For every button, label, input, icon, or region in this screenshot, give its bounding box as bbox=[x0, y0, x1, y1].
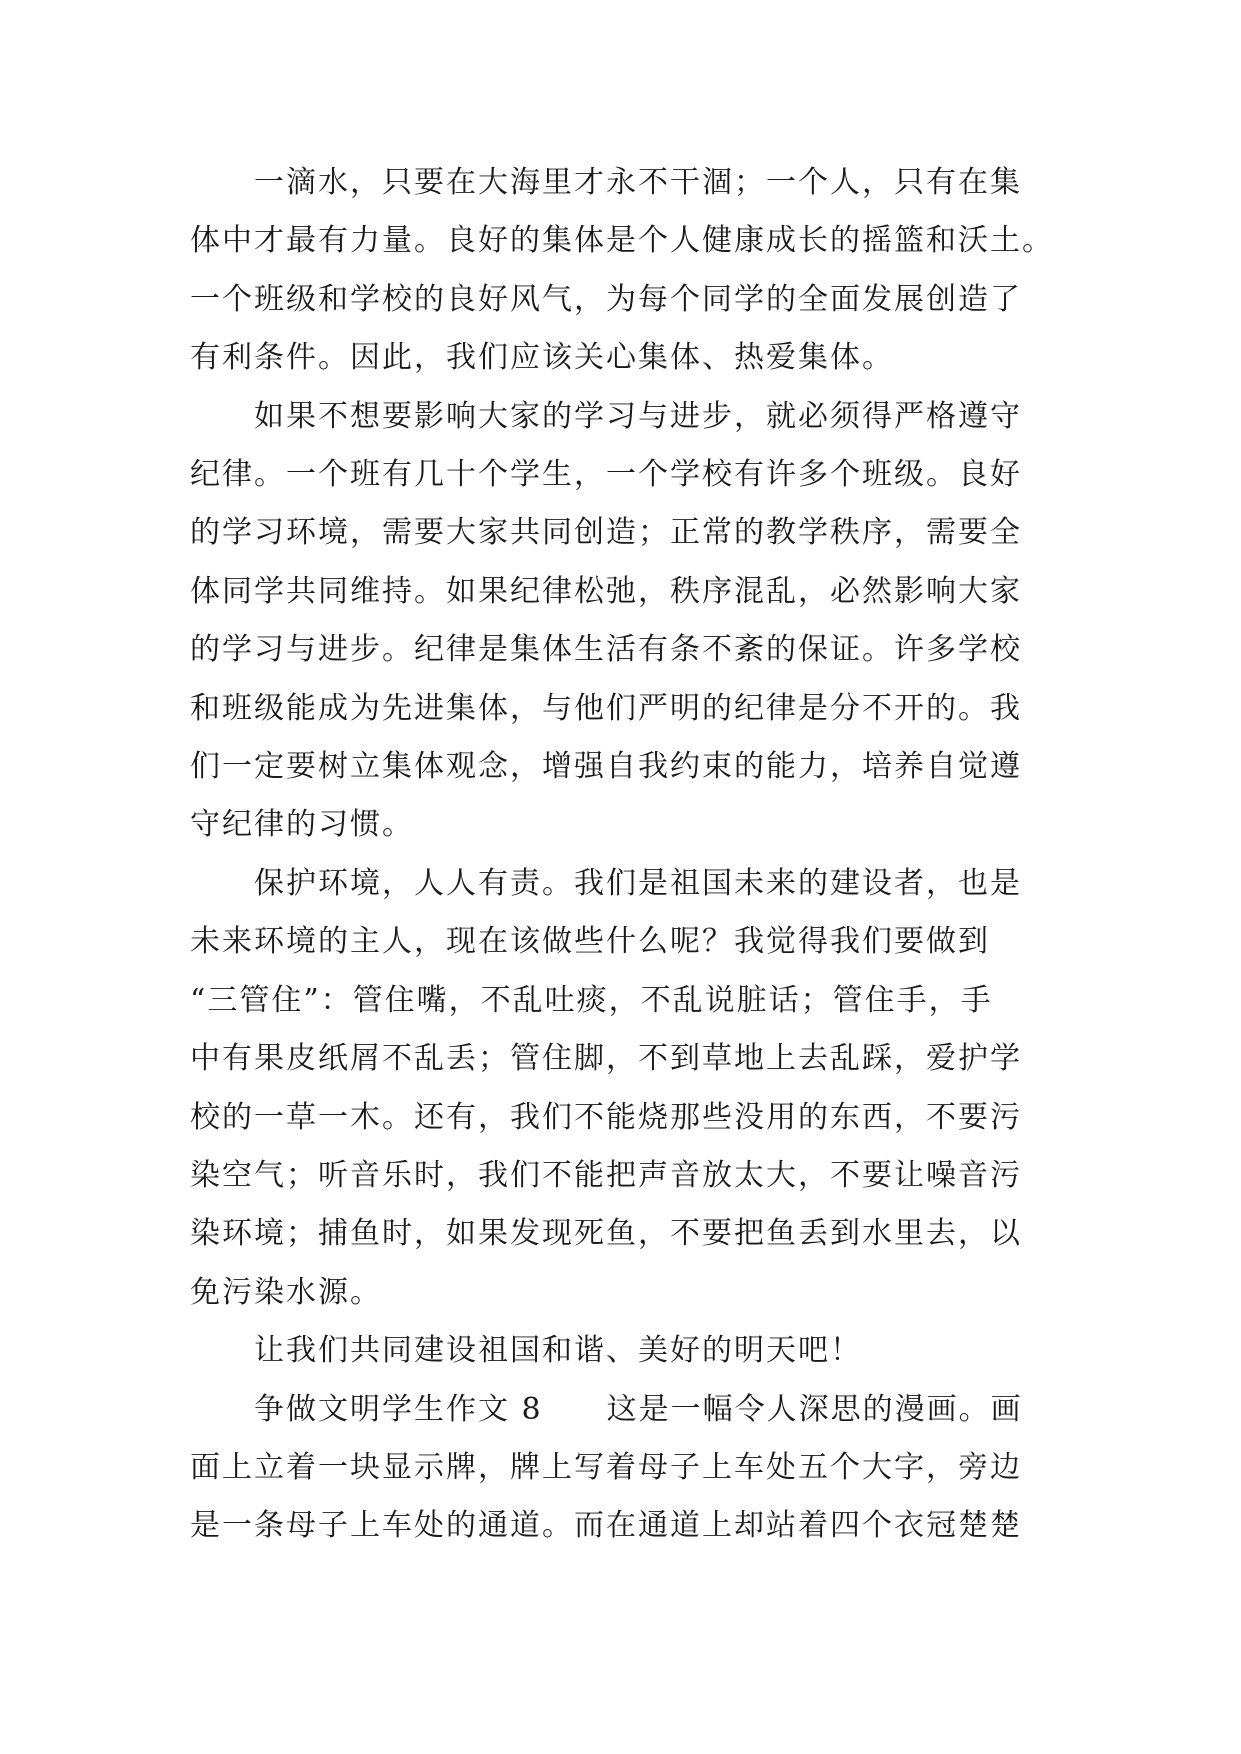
text-line: 免污染水源。 bbox=[190, 1274, 382, 1310]
text-line: “三管住”：管住嘴，不乱吐痰，不乱说脏话；管住手，手 bbox=[190, 982, 993, 1018]
text-line: 染环境；捕鱼时，如果发现死鱼，不要把鱼丢到水里去，以 bbox=[190, 1216, 1022, 1252]
text-line: 们一定要树立集体观念，增强自我约束的能力，培养自觉遵 bbox=[190, 749, 1022, 785]
text-line: 和班级能成为先进集体，与他们严明的纪律是分不开的。我 bbox=[190, 690, 1022, 726]
text-line: 体中才最有力量。良好的集体是个人健康成长的摇篮和沃土。 bbox=[190, 223, 1054, 259]
paragraph bbox=[190, 388, 1060, 855]
paragraph bbox=[190, 1381, 1060, 1556]
text-line: 面上立着一块显示牌，牌上写着母子上车处五个大字，旁边 bbox=[190, 1449, 1022, 1485]
paragraph bbox=[190, 154, 1060, 388]
text-line: 校的一草一木。还有，我们不能烧那些没用的东西，不要污 bbox=[190, 1099, 1022, 1135]
text-line: 有利条件。因此，我们应该关心集体、热爱集体。 bbox=[190, 340, 894, 376]
text-line: 一个班级和学校的良好风气，为每个同学的全面发展创造了 bbox=[190, 281, 1022, 317]
text-line: 未来环境的主人，现在该做些什么呢？我觉得我们要做到 bbox=[190, 924, 990, 960]
text-line: 让我们共同建设祖国和谐、美好的明天吧！ bbox=[254, 1333, 862, 1369]
text-line: 中有果皮纸屑不乱丢；管住脚，不到草地上去乱踩，爱护学 bbox=[190, 1041, 1022, 1077]
text-line: 如果不想要影响大家的学习与进步，就必须得严格遵守 bbox=[254, 398, 1022, 434]
text-line: 染空气；听音乐时，我们不能把声音放太大，不要让噪音污 bbox=[190, 1157, 1022, 1193]
paragraph bbox=[190, 855, 1060, 1322]
text-line: 保护环境，人人有责。我们是祖国未来的建设者，也是 bbox=[254, 865, 1022, 901]
document-body bbox=[190, 154, 1060, 1556]
text-line: 是一条母子上车处的通道。而在通道上却站着四个衣冠楚楚 bbox=[190, 1508, 1022, 1544]
text-line: 纪律。一个班有几十个学生，一个学校有许多个班级。良好 bbox=[190, 457, 1022, 493]
text-line: 的学习环境，需要大家共同创造；正常的教学秩序，需要全 bbox=[190, 515, 1022, 551]
text-line: 守纪律的习惯。 bbox=[190, 807, 414, 843]
text-line: 争做文明学生作文 8 这是一幅令人深思的漫画。画 bbox=[254, 1391, 1023, 1427]
text-line: 一滴水，只要在大海里才永不干涸；一个人，只有在集 bbox=[254, 165, 1022, 200]
text-line: 的学习与进步。纪律是集体生活有条不紊的保证。许多学校 bbox=[190, 632, 1022, 668]
text-line: 体同学共同维持。如果纪律松弛，秩序混乱，必然影响大家 bbox=[190, 573, 1022, 609]
paragraph bbox=[190, 1322, 1060, 1380]
